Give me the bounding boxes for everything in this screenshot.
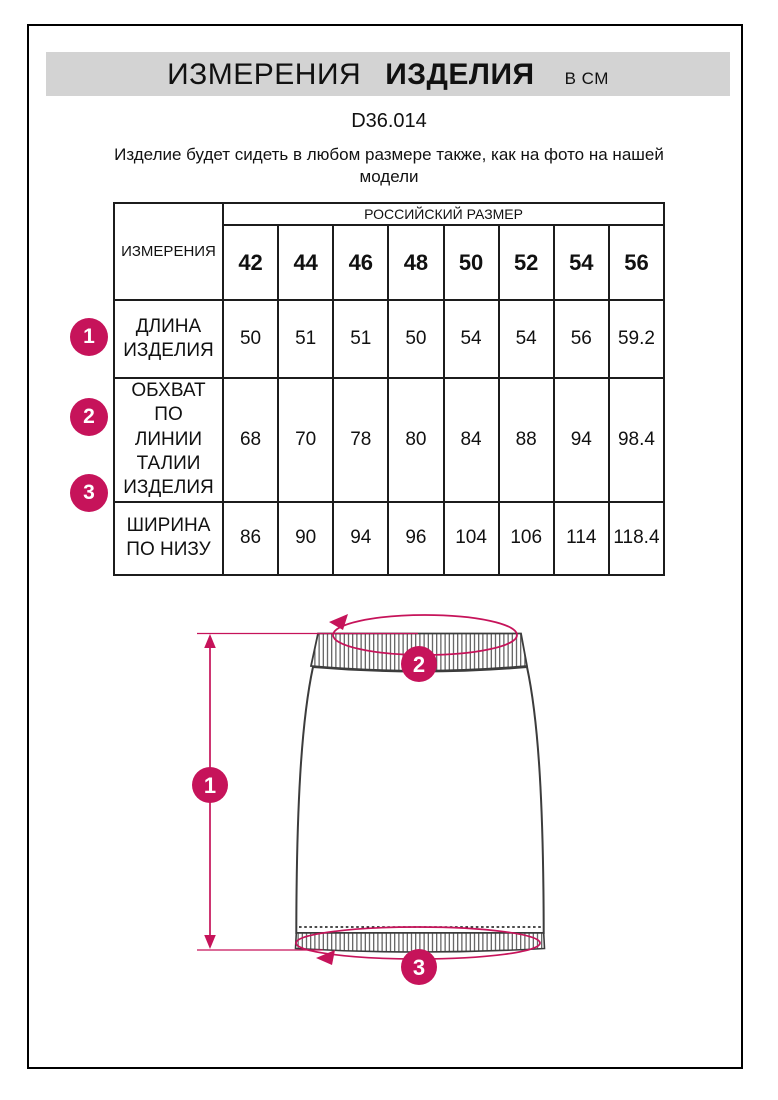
table-row-bottom-width: [114, 502, 664, 575]
size-header-cell: 42: [223, 225, 278, 300]
size-group-header: РОССИЙСКИЙ РАЗМЕР: [223, 203, 664, 225]
size-header-cell: 56: [609, 225, 664, 300]
row-label: ШИРИНА ПО НИЗУ: [114, 502, 223, 575]
table-row-waist-girth: [114, 378, 664, 502]
size-header-cell: 52: [499, 225, 554, 300]
value-cell: 98.4: [609, 378, 664, 502]
value-cell: 86: [223, 502, 278, 575]
unit-label: В СМ: [564, 69, 609, 88]
value-cell: 50: [388, 300, 443, 378]
skirt-body: [296, 667, 543, 933]
size-header-cell: 46: [333, 225, 388, 300]
value-cell: 104: [444, 502, 499, 575]
row-number-badge-3: 3: [70, 474, 108, 512]
value-cell: 59.2: [609, 300, 664, 378]
page-title-measurements: ИЗМЕРЕНИЯ: [167, 58, 362, 91]
svg-text:1: 1: [203, 773, 217, 798]
size-header-cell: 44: [278, 225, 333, 300]
value-cell: 56: [554, 300, 609, 378]
value-cell: 50: [223, 300, 278, 378]
value-cell: 54: [499, 300, 554, 378]
diagram-marker-1: [192, 767, 228, 803]
value-cell: 80: [388, 378, 443, 502]
value-cell: 68: [223, 378, 278, 502]
arrow-up-icon: [204, 634, 216, 648]
size-header-cell: 54: [554, 225, 609, 300]
diagram-marker-2: [401, 646, 437, 682]
svg-text:3: 3: [412, 955, 426, 980]
value-cell: 84: [444, 378, 499, 502]
value-cell: 70: [278, 378, 333, 502]
row-number-badge-1: 1: [70, 318, 108, 356]
svg-text:2: 2: [412, 652, 426, 677]
product-note: Изделие будет сидеть в любом размере также, как на фото на нашей модели: [114, 145, 664, 187]
value-cell: 94: [333, 502, 388, 575]
value-cell: 88: [499, 378, 554, 502]
value-cell: 94: [554, 378, 609, 502]
value-cell: 114: [554, 502, 609, 575]
value-cell: 78: [333, 378, 388, 502]
size-table: [113, 202, 665, 576]
row-label: ОБХВАТ ПО ЛИНИИ ТАЛИИ ИЗДЕЛИЯ: [114, 378, 223, 502]
size-header-cell: 50: [444, 225, 499, 300]
page-title-product: ИЗДЕЛИЯ: [385, 58, 535, 91]
value-cell: 90: [278, 502, 333, 575]
value-cell: 96: [388, 502, 443, 575]
measure-column-header: ИЗМЕРЕНИЯ: [114, 203, 223, 300]
row-label: ДЛИНА ИЗДЕЛИЯ: [114, 300, 223, 378]
table-row-length: [114, 300, 664, 378]
skirt-technical-drawing: [170, 595, 610, 995]
diagram-marker-3: [401, 949, 437, 985]
header-bar: [46, 52, 730, 96]
size-header-cell: 48: [388, 225, 443, 300]
row-number-badge-2: 2: [70, 398, 108, 436]
arrow-down-icon: [204, 935, 216, 949]
value-cell: 51: [278, 300, 333, 378]
product-code: D36.014: [351, 110, 427, 132]
value-cell: 118.4: [609, 502, 664, 575]
value-cell: 51: [333, 300, 388, 378]
value-cell: 106: [499, 502, 554, 575]
value-cell: 54: [444, 300, 499, 378]
